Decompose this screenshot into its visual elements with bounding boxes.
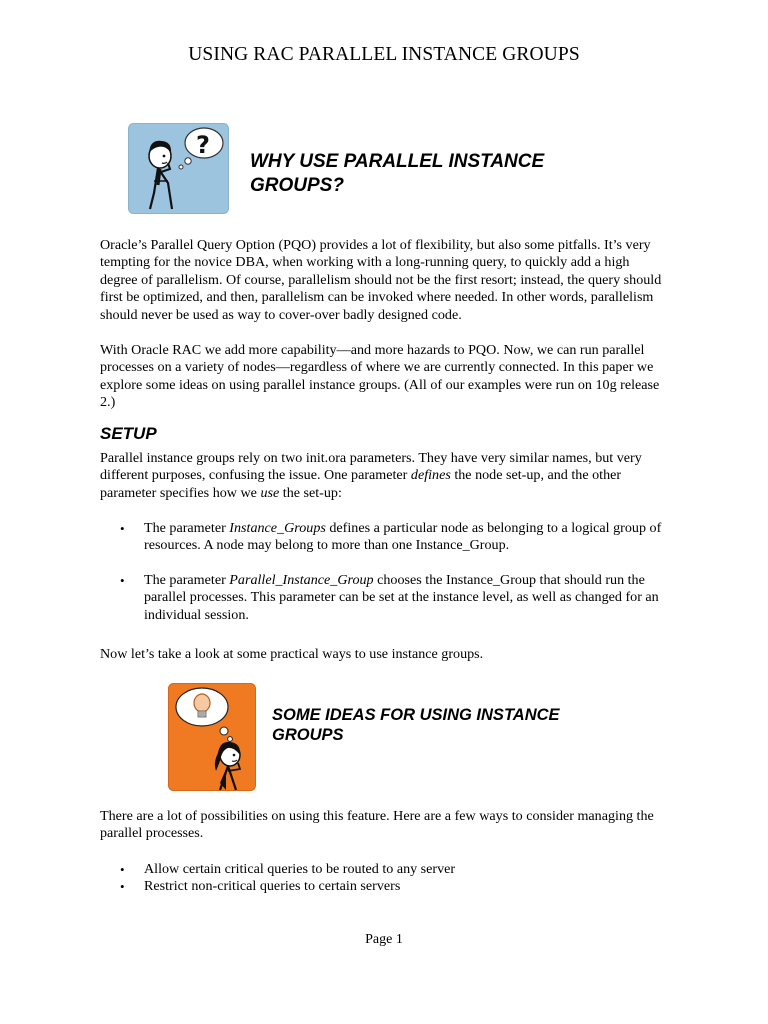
- section-heading-ideas: SOME IDEAS FOR USING INSTANCE GROUPS: [272, 706, 560, 744]
- list-item: • The parameter Parallel_Instance_Group chooses the Instance_Group that should run the parallel processes. This parameter can be set at the instance level, as well as changed for an individual session.: [120, 571, 659, 623]
- paragraph-ideas-intro: There are a lot of possibilities on using this feature. Here are a few ways to consider managing the parallel processes.: [100, 808, 654, 842]
- svg-text:?: ?: [196, 131, 210, 159]
- paragraph-setup-intro: Parallel instance groups rely on two init.ora parameters. They have very similar names, but very different purposes, confusing the issue. One parameter defines the node set-up, and the other parameter specifies how we use the set-up:: [100, 450, 642, 501]
- list-item: • The parameter Instance_Groups defines a particular node as belonging to a logical group of resources. A node may belong to more than one Instance_Group.: [120, 520, 662, 554]
- page-number: Page 1: [365, 932, 403, 947]
- lightbulb-idea-person-icon: [168, 683, 256, 791]
- paragraph-rac: With Oracle RAC we add more capability—and more hazards to PQO. Now, we can run parallel processes on a variety of nodes—regardless of where we are currently connected. In this paper we explore some ideas on using parallel instance groups. (All of our examples were run on 10g release 2.): [100, 342, 660, 411]
- thinking-person-question-icon: [128, 123, 229, 214]
- section-heading-setup: SETUP: [100, 424, 157, 443]
- page-title: USING RAC PARALLEL INSTANCE GROUPS: [188, 44, 580, 65]
- paragraph-pqo: Oracle’s Parallel Query Option (PQO) provides a lot of flexibility, but also some pitfalls. It’s very tempting for the novice DBA, when working with a long-running query, to quickly add a high degree of parallelism. Of course, parallelism should not be the first resort; instead, the query should first be optimized, and then, parallelism can be invoked where needed. In other words, parallelism should never be used as way to cover-over badly designed code.: [100, 237, 662, 323]
- ideas-bullet-list: [100, 861, 670, 896]
- setup-bullet-list: [100, 520, 670, 641]
- paragraph-closing: Now let’s take a look at some practical ways to use instance groups.: [100, 646, 484, 662]
- list-item: • Allow certain critical queries to be routed to any server: [120, 861, 456, 877]
- section-heading-why: WHY USE PARALLEL INSTANCE GROUPS?: [250, 151, 545, 196]
- list-item: • Restrict non-critical queries to certain servers: [120, 878, 401, 895]
